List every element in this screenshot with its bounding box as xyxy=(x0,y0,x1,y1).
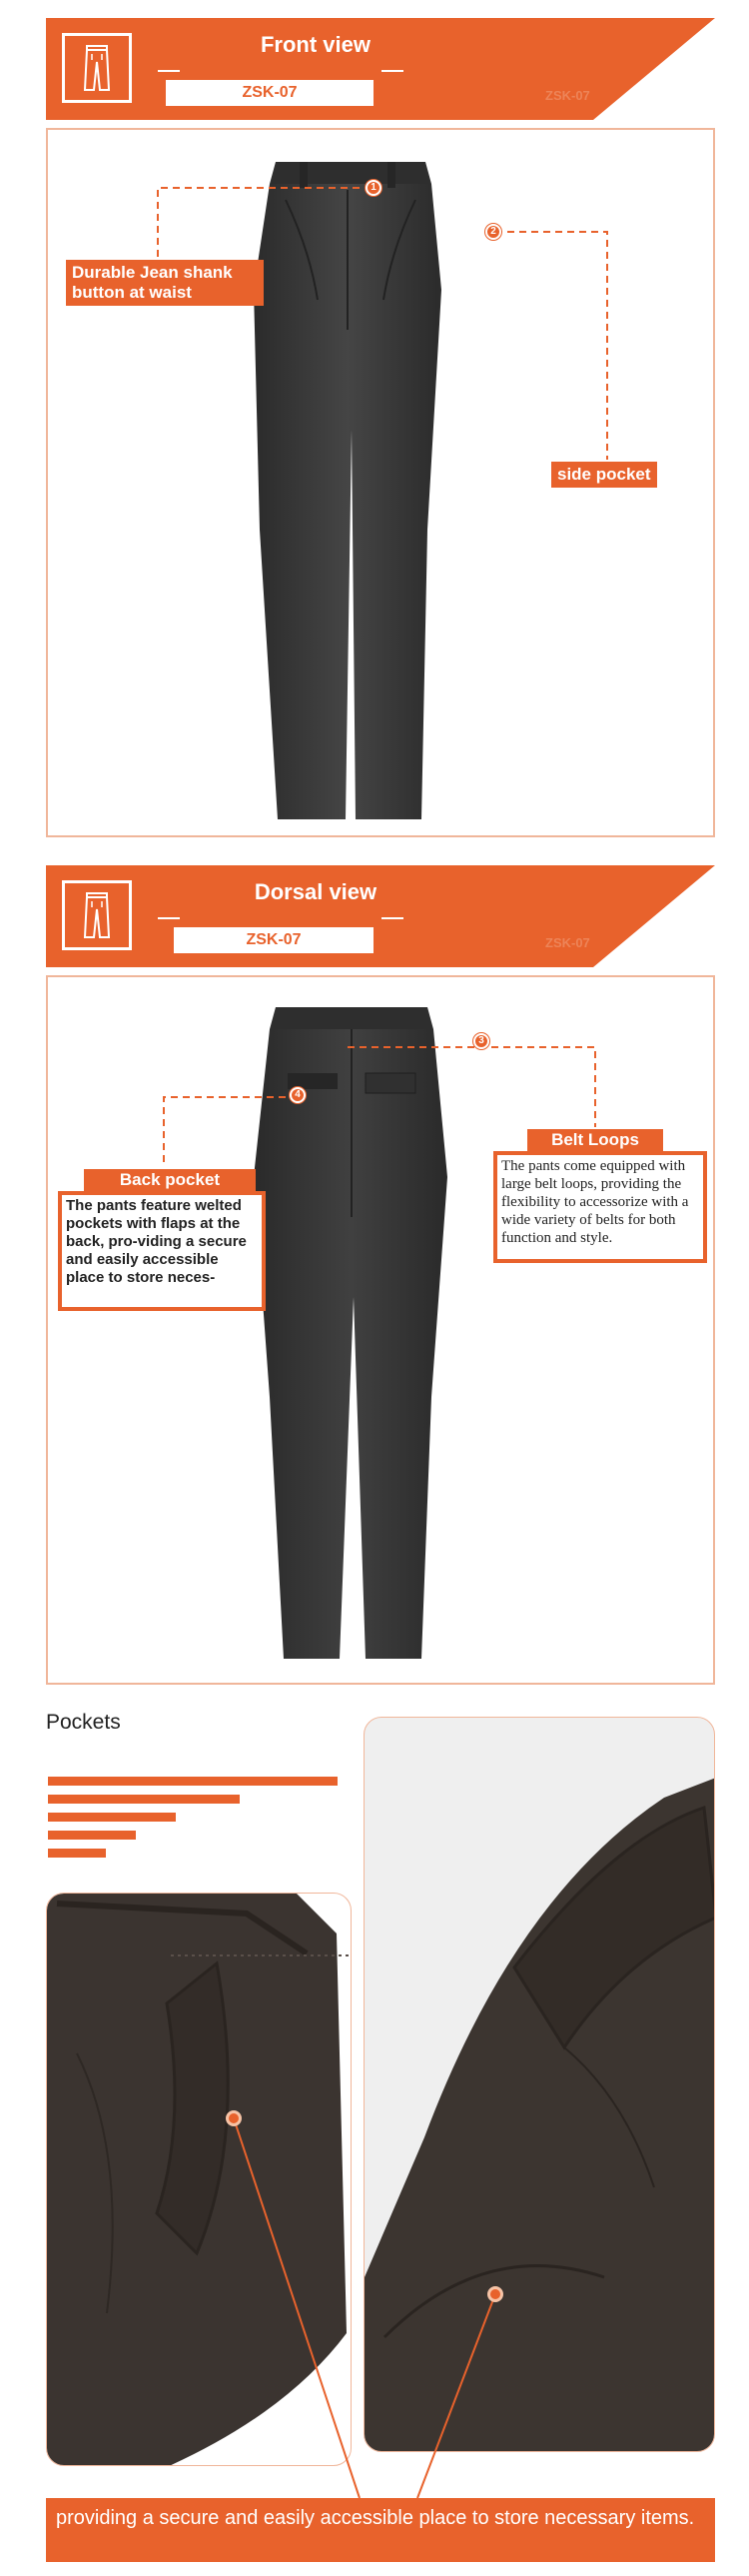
front-watermark: ZSK-07 xyxy=(545,88,590,103)
callout-label-side-pocket: side pocket xyxy=(551,462,657,488)
callout-number-4: 4 xyxy=(290,1087,306,1103)
decorative-bar-2 xyxy=(48,1795,240,1804)
title-dash-left xyxy=(158,70,180,72)
pants-icon xyxy=(62,880,132,950)
pocket-detail-photo-right xyxy=(364,1717,715,2452)
decorative-bar-1 xyxy=(48,1777,338,1786)
front-view-title: Front view xyxy=(260,32,371,57)
pockets-caption: providing a secure and easily accessible place to store necessary items. xyxy=(46,2498,715,2562)
pockets-heading: Pockets xyxy=(46,1711,121,1734)
back-pocket-description: The pants feature welted pockets with flaps at the back, pro-viding a secure and easily accessible place to store neces- xyxy=(58,1191,266,1311)
decorative-bar-5 xyxy=(48,1849,106,1858)
callout-label-back-pocket: Back pocket xyxy=(84,1169,256,1191)
decorative-bar-4 xyxy=(48,1831,136,1840)
pocket-marker-left xyxy=(226,2110,242,2126)
callout-label-belt-loops: Belt Loops xyxy=(527,1129,663,1151)
dorsal-view-title: Dorsal view xyxy=(254,879,377,904)
belt-loops-description: The pants come equipped with large belt loops, providing the flexibility to accessorize with a wide variety of belts for both function and style. xyxy=(493,1151,707,1263)
front-model-code: ZSK-07 xyxy=(166,80,374,106)
pocket-closeup-left-image xyxy=(47,1894,352,2466)
dorsal-watermark: ZSK-07 xyxy=(545,935,590,950)
pocket-marker-right xyxy=(487,2286,503,2302)
pocket-closeup-right-image xyxy=(365,1718,715,2452)
pants-icon xyxy=(62,33,132,103)
dorsal-view-frame xyxy=(46,975,715,1685)
callout-number-2: 2 xyxy=(485,224,501,240)
callout-number-1: 1 xyxy=(366,180,381,196)
title-dash-right xyxy=(381,70,403,72)
title-dash-left xyxy=(158,917,180,919)
front-view-banner xyxy=(46,18,715,120)
front-view-frame xyxy=(46,128,715,837)
title-dash-right xyxy=(381,917,403,919)
dorsal-view-banner xyxy=(46,865,715,967)
dorsal-model-code: ZSK-07 xyxy=(174,927,374,953)
pocket-detail-photo-left xyxy=(46,1893,352,2466)
callout-label-waist-button: Durable Jean shank button at waist xyxy=(66,260,264,306)
callout-number-3: 3 xyxy=(473,1033,489,1049)
decorative-bar-3 xyxy=(48,1813,176,1822)
dorsal-pants-image xyxy=(48,977,713,1683)
